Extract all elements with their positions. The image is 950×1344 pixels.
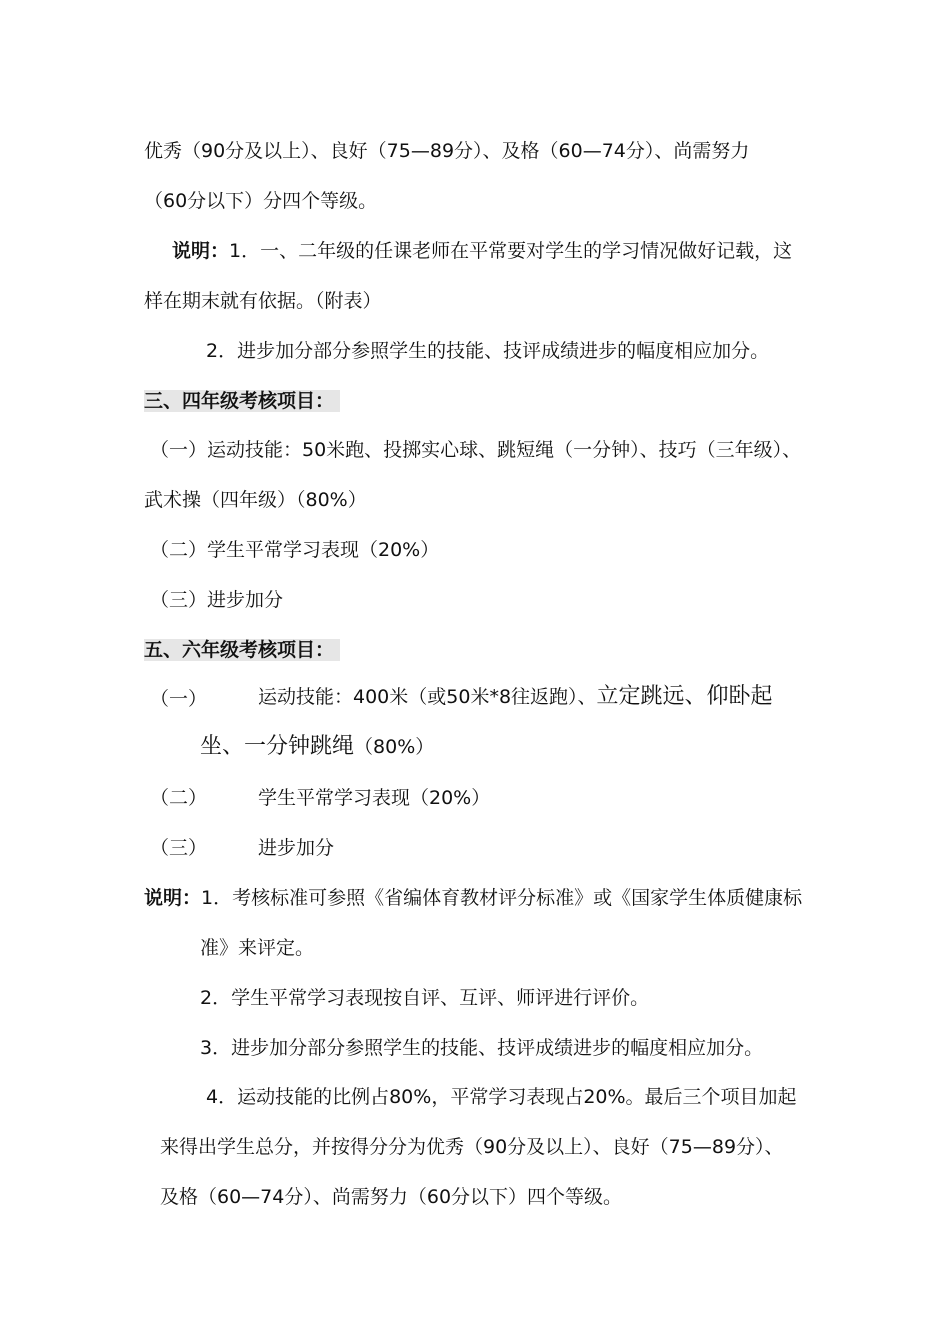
note-item: 2．学生平常学习表现按自评、互评、师评进行评价。 [200,987,650,1009]
note-item: 2．进步加分部分参照学生的技能、技评成绩进步的幅度相应加分。 [206,340,770,362]
list-item-number: （二） [150,787,208,809]
list-item-text: 运动技能：400米（或50米*8往返跑）、 [258,686,597,708]
list-item: 进步加分 [258,837,335,859]
note-item-continuation: 来得出学生总分，并按得分分为优秀（90分及以上）、良好（75—89分）、 [160,1136,784,1158]
list-item: （三）进步加分 [150,589,284,611]
list-item [258,684,773,710]
note-label: 说明： [144,887,202,909]
list-item-continuation [200,734,434,760]
note-item-continuation: 及格（60—74分）、尚需努力（60分以下）四个等级。 [160,1186,623,1208]
paragraph-line: （60分以下）分四个等级。 [144,190,378,212]
list-item: （二）学生平常学习表现（20%） [150,539,440,561]
list-item-number: （三） [150,837,208,859]
note-line: 样在期末就有依据。（附表） [144,290,382,312]
paragraph-line: 优秀（90分及以上）、良好（75—89分）、及格（60—74分）、尚需努力 [144,140,750,162]
note-line [144,885,802,911]
list-item-text-large: 立定跳远、仰卧起 [596,684,773,709]
note-text: 1．一、二年级的任课老师在平常要对学生的学习情况做好记载，这 [229,240,793,262]
list-item-text-large: 坐、一分钟跳绳 [200,734,355,759]
note-item: 3．进步加分部分参照学生的技能、技评成绩进步的幅度相应加分。 [200,1037,764,1059]
list-item: 学生平常学习表现（20%） [258,787,491,809]
list-item-text: （80%） [354,736,435,758]
note-label: 说明： [172,240,230,262]
section-heading [144,637,340,663]
note-line: 准》来评定。 [200,937,315,959]
list-item-number: （一） [150,688,208,710]
note-text: 1．考核标准可参照《省编体育教材评分标准》或《国家学生体质健康标 [201,887,803,909]
section-heading [144,388,340,414]
section-heading-text: 三、四年级考核项目： [144,390,340,412]
list-item-continuation: 武术操（四年级）（80%） [144,489,367,511]
section-heading-text: 五、六年级考核项目： [144,639,340,661]
list-item: （一）运动技能：50米跑、投掷实心球、跳短绳（一分钟）、技巧（三年级）、 [150,439,802,461]
note-line [172,238,792,264]
note-item: 4．运动技能的比例占80%，平常学习表现占20%。最后三个项目加起 [206,1086,797,1108]
